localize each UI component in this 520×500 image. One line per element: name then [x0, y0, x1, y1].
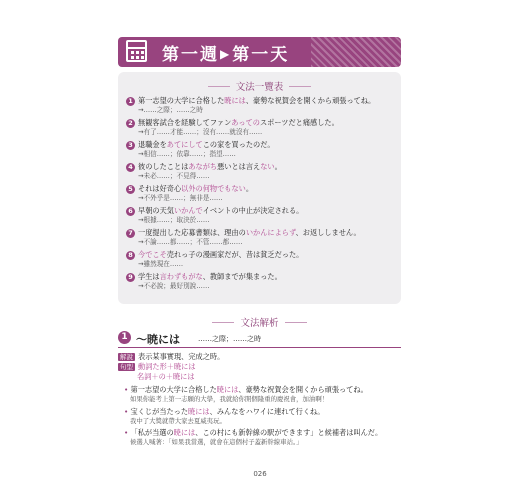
summary-item: 4 彼のしたことはあながち悪いとは言えない。	[126, 162, 282, 172]
item-number: 7	[126, 229, 135, 238]
calendar-icon	[126, 40, 147, 62]
item-number: 4	[126, 163, 135, 172]
item-number: 3	[126, 141, 135, 150]
item-translation: →未必……；不見得……	[138, 172, 210, 180]
grammar-pattern: ～暁には	[136, 333, 180, 346]
summary-item: 9 学生は言わずもがな、教師までが集まった。	[126, 272, 282, 282]
item-translation: →不必說；最好別說……	[138, 282, 210, 290]
example-translation: 我中了大獎就帶大家去夏威夷玩。	[130, 417, 226, 425]
day-label: 第一天	[232, 45, 290, 65]
analysis-section-title: 文法解析	[118, 315, 401, 329]
grammar-meaning: ……之際；……之時	[198, 335, 261, 343]
item-translation: →雖然現在……	[138, 260, 184, 268]
item-number: 9	[126, 273, 135, 282]
pattern-line-1: 句型 動詞た形＋暁には	[120, 362, 196, 371]
page-number: 026	[253, 470, 267, 478]
item-translation: →……之際；……之時	[138, 106, 203, 114]
summary-item: 3 退職金をあてにしてこの家を買ったのだ。	[126, 140, 275, 150]
example-sentence: • 第一志望の大学に合格した暁には、豪勢な祝賀会を開くから頑張ってね。	[124, 385, 368, 394]
item-number: 8	[126, 251, 135, 260]
grammar-number: 1	[118, 331, 131, 344]
item-translation: →不論……都……；不管……都……	[138, 238, 243, 246]
item-number: 1	[126, 97, 135, 106]
item-number: 6	[126, 207, 135, 216]
summary-title: 文法一覽表	[118, 79, 401, 93]
summary-item: 1 第一志望の大学に合格した暁には、豪勢な祝賀会を開くから頑張ってね。	[126, 96, 375, 106]
banner-title	[162, 40, 289, 65]
item-translation: →相信……；依靠……；指望……	[138, 150, 236, 158]
bullet-icon: •	[124, 428, 131, 437]
example-sentence: • 宝くじが当たった暁には、みんなをハワイに連れて行くね。	[124, 407, 325, 416]
example-translation: 候選人喊著：「如果我當選，就會在這個村子蓋新幹線車站。」	[130, 438, 303, 446]
arrow-icon: ▶	[220, 47, 232, 61]
item-number: 5	[126, 185, 135, 194]
item-translation: →有了……才能……；沒有……就沒有……	[138, 128, 263, 136]
pattern-line-2: 名詞＋の＋暁には	[137, 372, 195, 381]
example-sentence: • 「私が当選の暁には、この村にも新幹線の駅ができます」と候補者は叫んだ。	[124, 428, 383, 437]
summary-item: 8 今でこそ売れっ子の漫画家だが、昔は貧乏だった。	[126, 250, 303, 260]
bullet-icon: •	[124, 385, 131, 394]
grammar-heading	[118, 330, 401, 348]
summary-item: 2 無観客試合を経験してファンあってのスポーツだと痛感した。	[126, 118, 339, 128]
bullet-icon: •	[124, 407, 131, 416]
example-translation: 如果你能考上第一志願的大學，我就給你開個隆重的慶祝會，加油啊！	[130, 395, 329, 403]
summary-item: 6 早朝の天気いかんでイベントの中止が決定される。	[126, 206, 303, 216]
item-translation: →根據……；取決於……	[138, 216, 210, 224]
item-translation: →不外乎是……；無非是……	[138, 194, 223, 202]
week-label: 第一週	[162, 45, 219, 65]
summary-item: 7 一度提出した応募書類は、理由のいかんによらず、お返ししません。	[126, 228, 361, 238]
banner-pattern	[311, 37, 401, 67]
item-number: 2	[126, 119, 135, 128]
summary-item: 5 それは好奇心以外の何物でもない。	[126, 184, 253, 194]
explanation-line: 解說 表示某事實現、完成之時。	[120, 352, 225, 361]
